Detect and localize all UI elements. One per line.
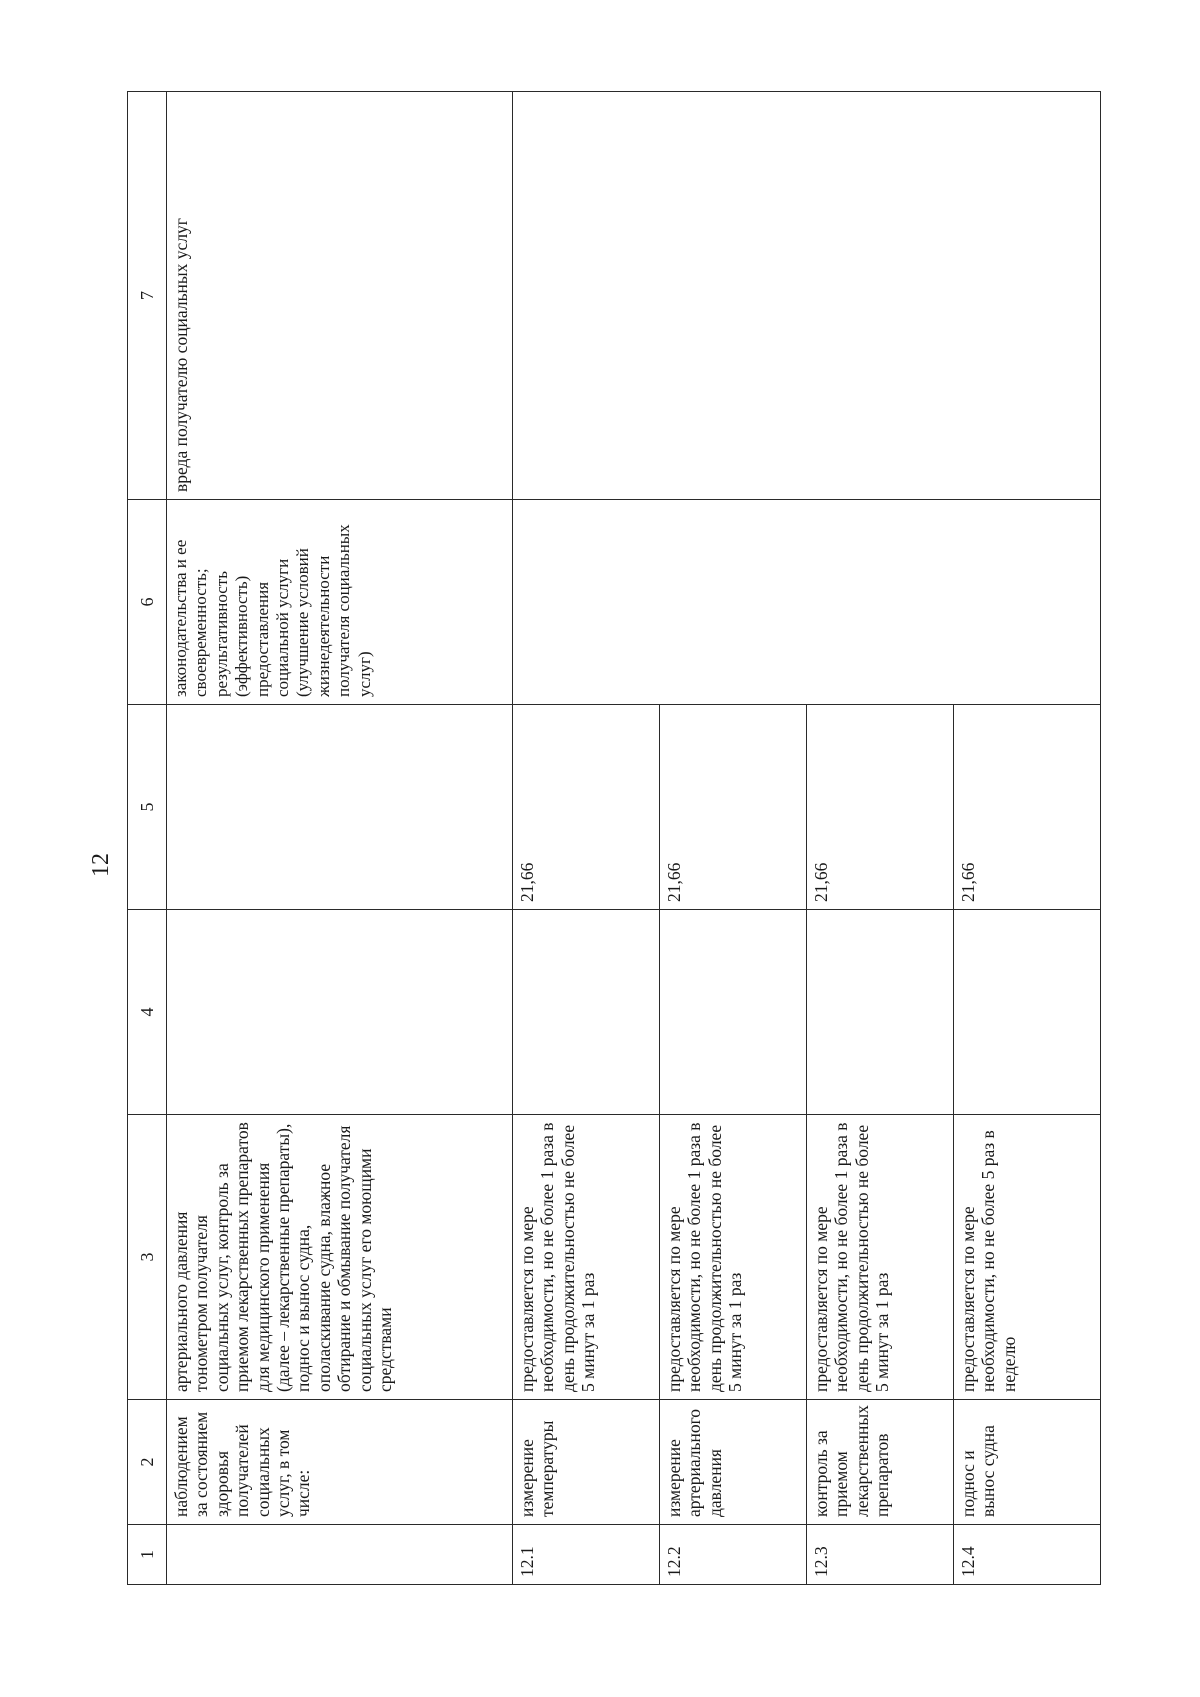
column-header-5: 5 (128, 705, 167, 910)
service-name-cell: наблюдением за состоянием здоровья получателей социальных услуг, в том числе: (167, 1400, 513, 1525)
page-number: 12 (88, 853, 114, 877)
row-number-cell: 12.4 (954, 1525, 1101, 1585)
tariff-cell: 21,66 (954, 705, 1101, 910)
table-row (513, 92, 660, 1585)
services-table-frame (127, 92, 1080, 1585)
column-4-cell (807, 910, 954, 1115)
column-4-cell (513, 910, 660, 1115)
service-description-cell: предоставляется по мере необходимости, но не более 1 раза в день продолжительностью не более 5 минут за 1 раз (513, 1115, 660, 1400)
column-header-6: 6 (128, 500, 167, 705)
column-header-7: 7 (128, 92, 167, 500)
table-row (167, 92, 513, 1585)
service-name-cell: измерение артериального давления (660, 1400, 807, 1525)
evaluation-cell: вреда получателю социальных услуг (167, 92, 513, 500)
service-description-cell: артериального давления тонометром получателя социальных услуг, контроль за приемом лекарственных препаратов для медицинского применения (далее – лекарственные препараты), поднос и вынос судна, ополаскивание судна, влажное обтирание и обмывание получателя социальных услуг его моющими средствами (167, 1115, 513, 1400)
column-header-4: 4 (128, 910, 167, 1115)
tariff-cell (167, 705, 513, 910)
column-header-1: 1 (128, 1525, 167, 1585)
table-header-row (128, 92, 167, 1585)
service-description-cell: предоставляется по мере необходимости, но не более 1 раза в день продолжительностью не более 5 минут за 1 раз (807, 1115, 954, 1400)
tariff-cell: 21,66 (660, 705, 807, 910)
service-name-cell: поднос и вынос судна (954, 1400, 1101, 1525)
tariff-cell: 21,66 (807, 705, 954, 910)
tariff-cell: 21,66 (513, 705, 660, 910)
column-4-cell (167, 910, 513, 1115)
services-table (127, 91, 1101, 1585)
service-description-cell: предоставляется по мере необходимости, но не более 5 раз в неделю (954, 1115, 1101, 1400)
row-number-cell (167, 1525, 513, 1585)
service-description-cell: предоставляется по мере необходимости, но не более 1 раза в день продолжительностью не более 5 минут за 1 раз (660, 1115, 807, 1400)
row-number-cell: 12.1 (513, 1525, 660, 1585)
row-number-cell: 12.3 (807, 1525, 954, 1585)
quality-indicators-cell: законодательства и ее своевременность; результативность (эффективность) предоставления социальной услуги (улучшение условий жизнедеятельности получателя социальных услуг) (167, 500, 513, 705)
column-4-cell (660, 910, 807, 1115)
evaluation-cell (513, 92, 1101, 500)
service-name-cell: измерение температуры (513, 1400, 660, 1525)
service-name-cell: контроль за приемом лекарственных препаратов (807, 1400, 954, 1525)
column-4-cell (954, 910, 1101, 1115)
quality-indicators-cell (513, 500, 1101, 705)
row-number-cell: 12.2 (660, 1525, 807, 1585)
column-header-3: 3 (128, 1115, 167, 1400)
column-header-2: 2 (128, 1400, 167, 1525)
